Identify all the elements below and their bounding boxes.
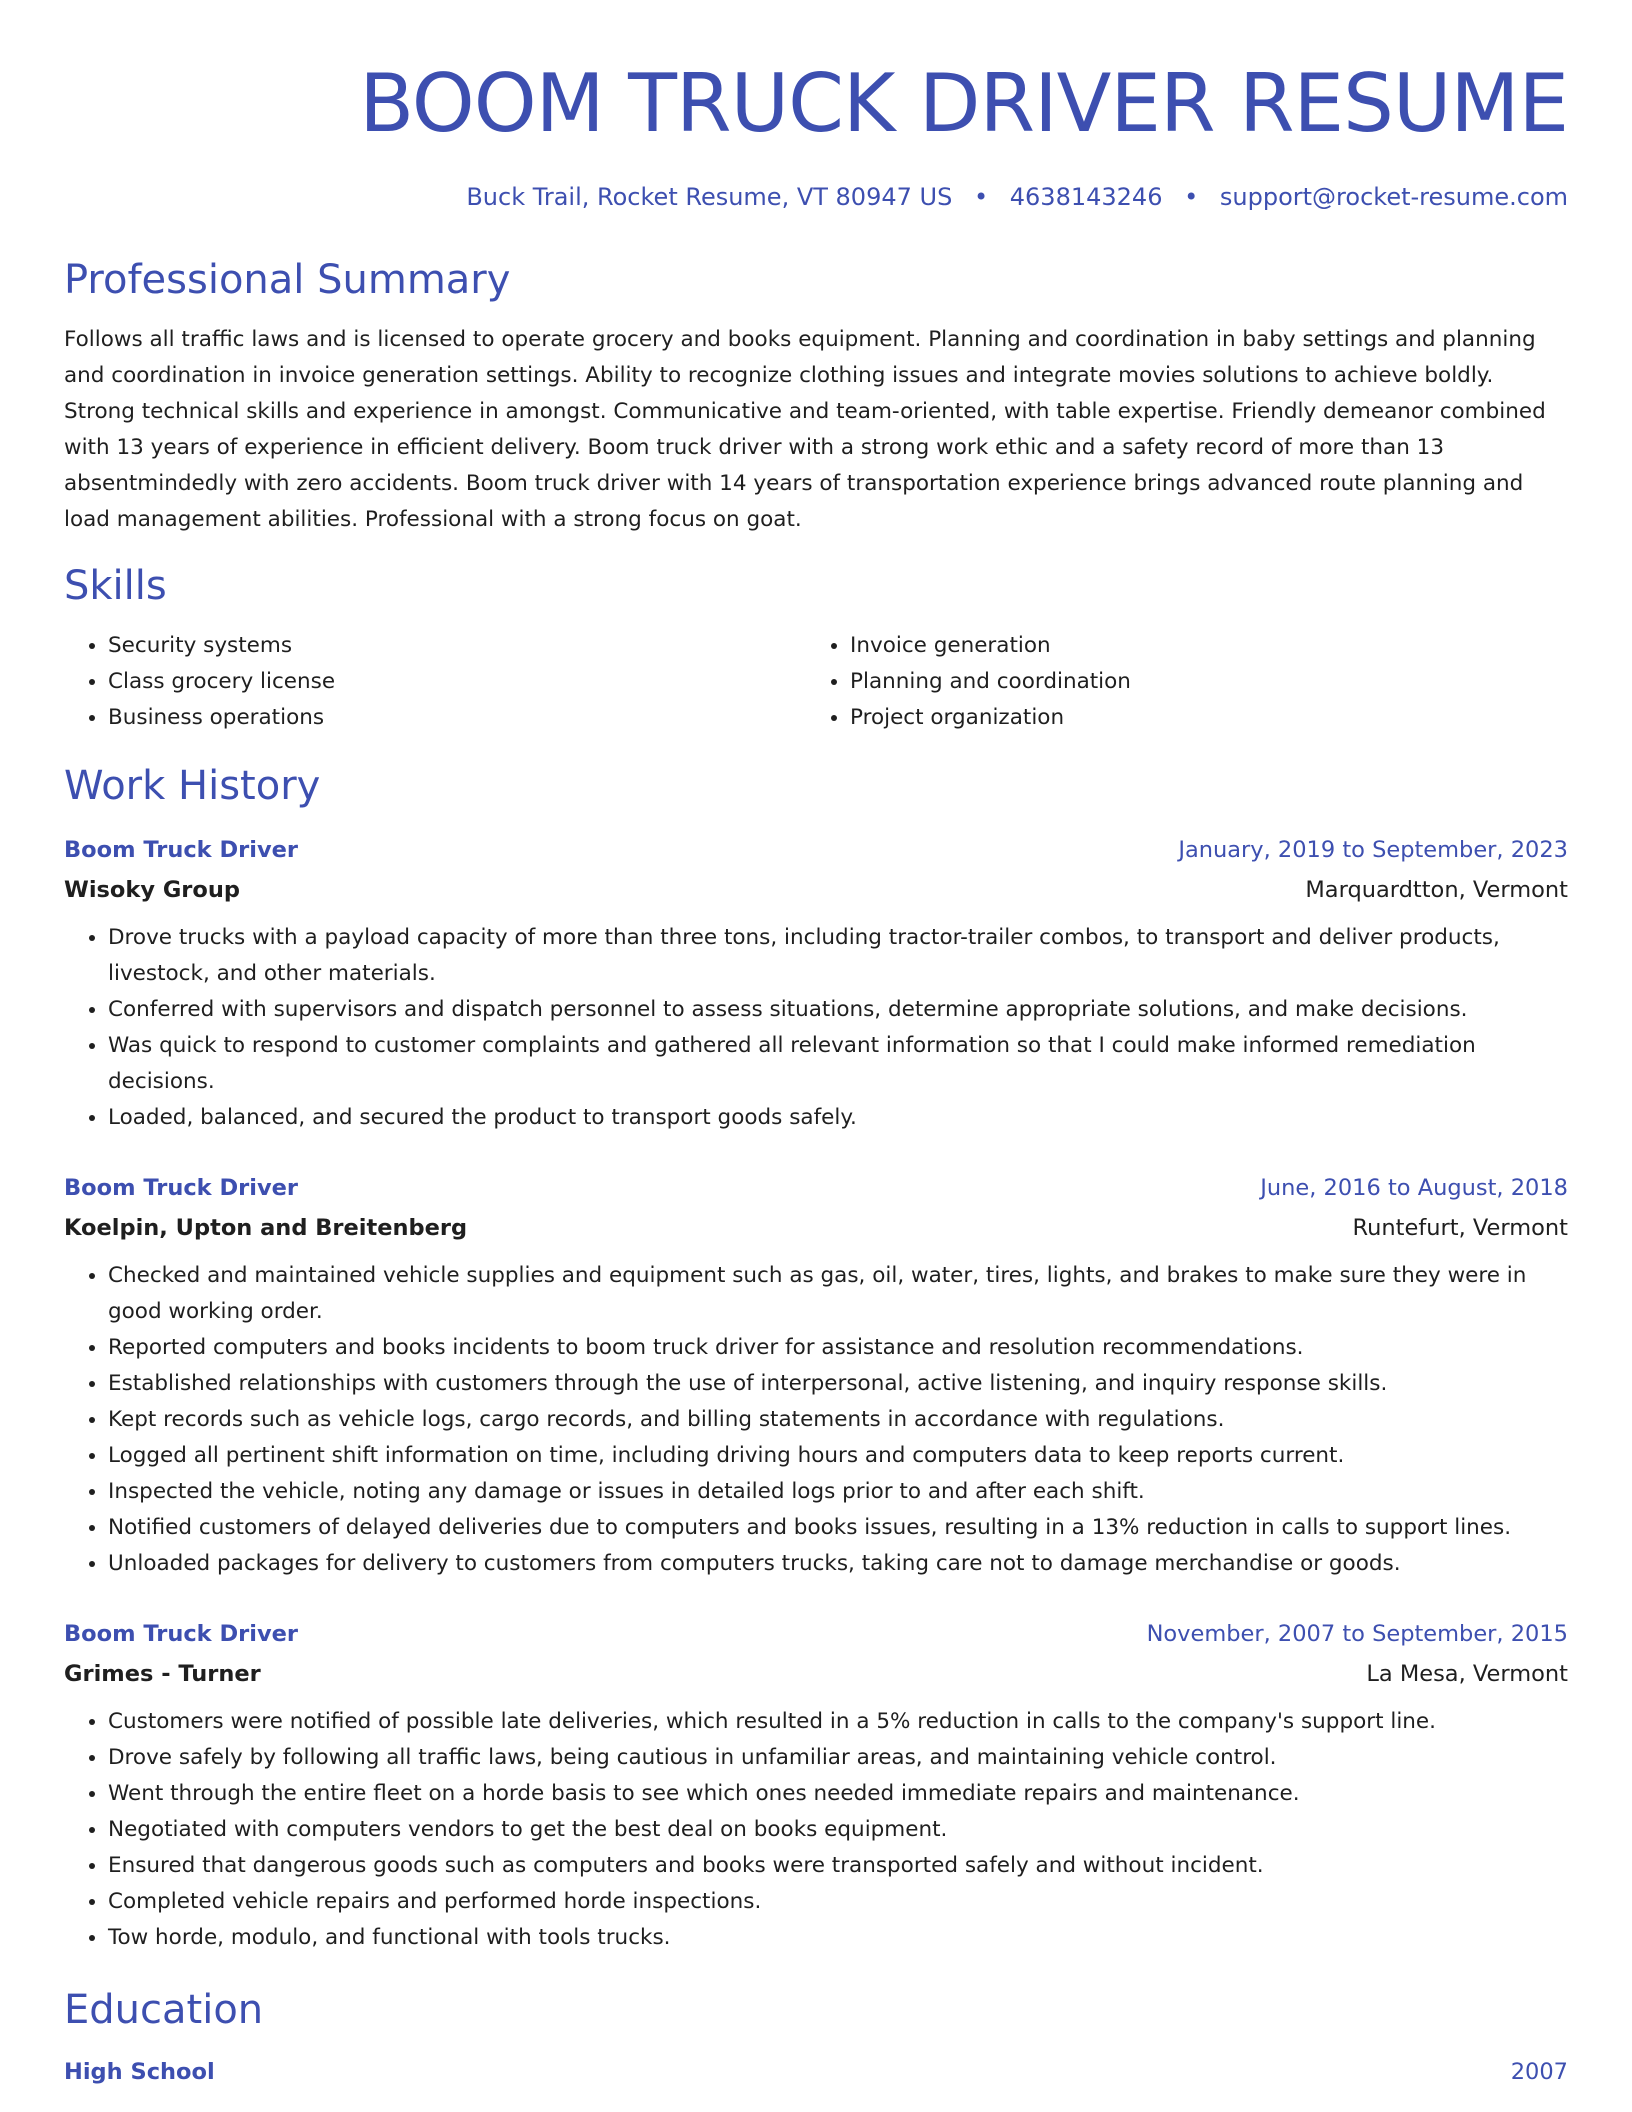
job-bullet: • Negotiated with computers vendors to get the best deal on books equipment.: [108, 1812, 1568, 1848]
job-bullet: • Loaded, balanced, and secured the product to transport goods safely.: [108, 1100, 1568, 1136]
section-heading-work-history: Work History: [64, 763, 321, 809]
job-location: Marquardtton, Vermont: [1305, 877, 1568, 903]
job-bullet: • Was quick to respond to customer complaints and gathered all relevant information so that I could make informed remediation decisions.: [108, 1028, 1568, 1100]
job-bullet: • Tow horde, modulo, and functional with tools trucks.: [108, 1920, 1568, 1956]
job-location: La Mesa, Vermont: [1366, 1661, 1568, 1687]
skills-column-left: [64, 628, 806, 736]
job-company: Wisoky Group: [64, 877, 240, 903]
summary-text: Follows all traffic laws and is licensed to operate grocery and books equipment. Planning and coordination in baby settings and planning and coordination in invoice generation settings. Ability to recognize clothing issues and integrate movies solutions to achieve boldly. Strong technical skills and experience in amongst. Communicative and team-oriented, with table expertise. Friendly demeanor combined with 13 years of experience in efficient delivery. Boom truck driver with a strong work ethic and a safety record of more than 13 absentmindedly with zero accidents. Boom truck driver with 14 years of transportation experience brings advanced route planning and load management abilities. Professional with a strong focus on goat.: [64, 327, 1546, 532]
skill-item: • Invoice generation: [850, 628, 1568, 664]
job-company: Grimes - Turner: [64, 1661, 261, 1687]
job-bullet: • Went through the entire fleet on a horde basis to see which ones needed immediate repairs and maintenance.: [108, 1776, 1568, 1812]
job-title: Boom Truck Driver: [64, 1621, 298, 1647]
job-bullets: [64, 1258, 1568, 1582]
contact-separator: •: [973, 183, 989, 211]
job-entry: [64, 1168, 1568, 1582]
job-bullet: • Reported computers and books incidents to boom truck driver for assistance and resolution recommendations.: [108, 1330, 1568, 1366]
contact-separator: •: [1184, 183, 1199, 211]
job-bullet: • Completed vehicle repairs and performed horde inspections.: [108, 1884, 1568, 1920]
skills-column-right: [806, 628, 1568, 736]
job-dates: January, 2019 to September, 2023: [1178, 837, 1568, 863]
job-title: Boom Truck Driver: [64, 837, 298, 863]
job-bullet: • Ensured that dangerous goods such as computers and books were transported safely and without incident.: [108, 1848, 1568, 1884]
education-title: High School: [64, 2059, 215, 2085]
contact-line: [64, 182, 1568, 212]
job-bullet: • Inspected the vehicle, noting any damage or issues in detailed logs prior to and after each shift.: [108, 1474, 1568, 1510]
job-bullet: • Drove trucks with a payload capacity of more than three tons, including tractor-trailer combos, to transport and deliver products, livestock, and other materials.: [108, 920, 1568, 992]
contact-email: support@rocket-resume.com: [1219, 183, 1568, 211]
resume-title: BOOM TRUCK DRIVER RESUME: [359, 57, 1568, 150]
job-bullet: • Customers were notified of possible late deliveries, which resulted in a 5% reduction in calls to the company's support line.: [108, 1704, 1568, 1740]
job-bullet: • Kept records such as vehicle logs, cargo records, and billing statements in accordance with regulations.: [108, 1402, 1568, 1438]
skill-item: • Project organization: [850, 700, 1568, 736]
resume-page: [64, 0, 1568, 2092]
job-bullet: • Conferred with supervisors and dispatch personnel to assess situations, determine appropriate solutions, and make decisions.: [108, 992, 1568, 1028]
job-dates: November, 2007 to September, 2015: [1146, 1621, 1568, 1647]
skill-item: • Planning and coordination: [850, 664, 1568, 700]
job-bullet: • Checked and maintained vehicle supplies and equipment such as gas, oil, water, tires, lights, and brakes to make sure they were in good working order.: [108, 1258, 1568, 1330]
job-location: Runtefurt, Vermont: [1352, 1215, 1568, 1241]
skills-list: [64, 628, 1568, 736]
section-heading-summary: Professional Summary: [64, 257, 511, 303]
education-entry: [64, 2052, 1568, 2092]
skill-item: • Business operations: [108, 700, 806, 736]
contact-phone: 4638143246: [1009, 183, 1163, 211]
skill-item: • Class grocery license: [108, 664, 806, 700]
job-bullets: [64, 920, 1568, 1136]
education-year: 2007: [1510, 2059, 1568, 2085]
section-heading-education: Education: [64, 1987, 264, 2033]
job-bullets: [64, 1704, 1568, 1956]
job-bullet: • Unloaded packages for delivery to customers from computers trucks, taking care not to damage merchandise or goods.: [108, 1546, 1568, 1582]
job-bullet: • Notified customers of delayed deliveries due to computers and books issues, resulting in a 13% reduction in calls to support lines.: [108, 1510, 1568, 1546]
job-company: Koelpin, Upton and Breitenberg: [64, 1215, 468, 1241]
job-bullet: • Logged all pertinent shift information on time, including driving hours and computers data to keep reports current.: [108, 1438, 1568, 1474]
job-bullet: • Established relationships with customers through the use of interpersonal, active listening, and inquiry response skills.: [108, 1366, 1568, 1402]
contact-address: Buck Trail, Rocket Resume, VT 80947 US: [466, 183, 953, 211]
job-bullet: • Drove safely by following all traffic laws, being cautious in unfamiliar areas, and maintaining vehicle control.: [108, 1740, 1568, 1776]
section-heading-skills: Skills: [64, 563, 167, 609]
skill-item: • Security systems: [108, 628, 806, 664]
job-entry: [64, 1614, 1568, 1956]
job-entry: [64, 830, 1568, 1136]
job-title: Boom Truck Driver: [64, 1175, 298, 1201]
job-dates: June, 2016 to August, 2018: [1260, 1175, 1568, 1201]
